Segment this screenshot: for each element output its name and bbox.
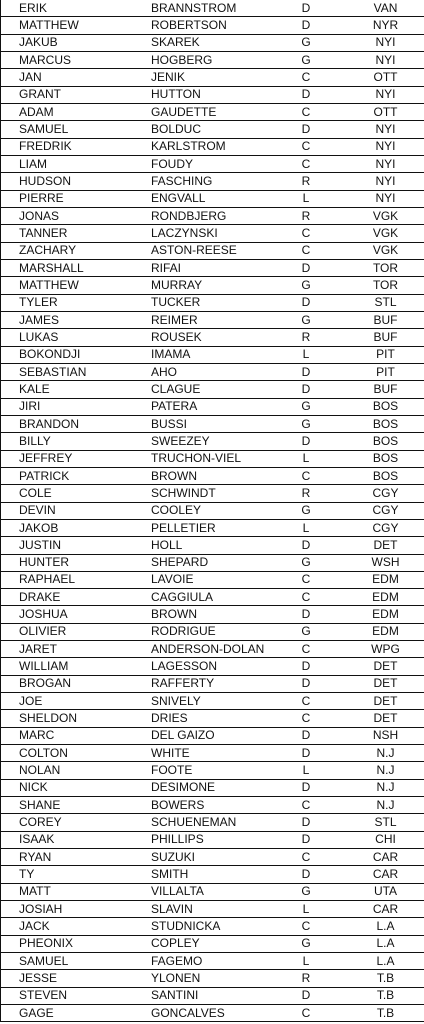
first-name-cell: HUDSON <box>1 173 137 190</box>
table-row <box>1 519 424 536</box>
team-cell: NSH <box>346 727 424 744</box>
table-row <box>1 363 424 380</box>
last-name-cell: ROUSEK <box>136 329 266 346</box>
table-row <box>1 398 424 415</box>
team-cell: BOS <box>346 450 424 467</box>
first-name-cell: MATT <box>1 883 137 900</box>
roster-body <box>1 0 424 1022</box>
team-cell: TOR <box>346 277 424 294</box>
position-cell: C <box>266 849 346 866</box>
table-row <box>1 86 424 103</box>
table-row <box>1 259 424 276</box>
first-name-cell: FREDRIK <box>1 138 137 155</box>
first-name-cell: RYAN <box>1 849 137 866</box>
first-name-cell: ERIK <box>1 0 137 17</box>
last-name-cell: FOOTE <box>136 762 266 779</box>
team-cell: EDM <box>346 623 424 640</box>
last-name-cell: TRUCHON-VIEL <box>136 450 266 467</box>
position-cell: D <box>266 86 346 103</box>
position-cell: D <box>301 0 311 15</box>
position-cell: R <box>266 173 346 190</box>
team-cell: DET <box>346 675 424 692</box>
last-name-cell: LACZYNSKI <box>136 225 266 242</box>
first-name-cell: SAMUEL <box>1 121 137 138</box>
team-cell: NYR <box>346 17 424 34</box>
last-name-cell: PATERA <box>136 398 266 415</box>
last-name-cell: BRANNSTROM <box>151 0 237 15</box>
table-row <box>1 277 424 294</box>
team-cell: DET <box>346 693 424 710</box>
team-cell: BUF <box>346 311 424 328</box>
team-cell: NYI <box>346 138 424 155</box>
table-row <box>1 693 424 710</box>
team-cell: L.A <box>346 918 424 935</box>
position-cell: D <box>266 294 346 311</box>
table-row <box>1 294 424 311</box>
position-cell: D <box>266 745 346 762</box>
first-name-cell: PIERRE <box>1 190 137 207</box>
team-cell: NYI <box>346 173 424 190</box>
table-row <box>1 727 424 744</box>
last-name-cell: ASTON-REESE <box>136 242 266 259</box>
last-name-cell: REIMER <box>136 311 266 328</box>
last-name-cell: SKAREK <box>136 34 266 51</box>
first-name-cell: JACK <box>1 918 137 935</box>
team-cell: L.A <box>346 935 424 952</box>
last-name-cell: KARLSTROM <box>136 138 266 155</box>
team-cell: CAR <box>346 849 424 866</box>
last-name-cell: TUCKER <box>136 294 266 311</box>
first-name-cell: BROGAN <box>1 675 137 692</box>
team-cell: T.B <box>346 1005 424 1022</box>
team-cell: T.B <box>346 987 424 1004</box>
first-name-cell: BILLY <box>1 433 137 450</box>
position-cell: G <box>266 883 346 900</box>
table-row <box>1 225 424 242</box>
position-cell: D <box>266 727 346 744</box>
team-cell: BOS <box>346 415 424 432</box>
position-cell: G <box>266 277 346 294</box>
first-name-cell: MARC <box>1 727 137 744</box>
team-cell: CGY <box>346 519 424 536</box>
position-cell: D <box>266 987 346 1004</box>
team-cell: DET <box>346 537 424 554</box>
table-row <box>1 797 424 814</box>
team-cell: CGY <box>346 485 424 502</box>
team-cell: NYI <box>346 86 424 103</box>
first-name-cell: TANNER <box>1 225 137 242</box>
position-cell: R <box>266 485 346 502</box>
first-name-cell: WILLIAM <box>1 658 137 675</box>
table-row <box>1 641 424 658</box>
last-name-cell: BROWN <box>136 467 266 484</box>
first-name-cell: JAMES <box>1 311 137 328</box>
team-cell: NYI <box>346 190 424 207</box>
first-name-cell: ZACHARY <box>1 242 137 259</box>
first-name-cell: NOLAN <box>1 762 137 779</box>
first-name-cell: MATTHEW <box>1 17 137 34</box>
first-name-cell: MARSHALL <box>1 259 137 276</box>
last-name-cell: SWEEZEY <box>136 433 266 450</box>
first-name-cell: OLIVIER <box>1 623 137 640</box>
position-cell: L <box>266 901 346 918</box>
last-name-cell: ROBERTSON <box>136 17 266 34</box>
first-name-cell: RAPHAEL <box>1 571 137 588</box>
table-row <box>1 502 424 519</box>
position-cell: L <box>266 450 346 467</box>
table-row <box>1 381 424 398</box>
team-cell: N.J <box>346 762 424 779</box>
team-cell: DET <box>346 658 424 675</box>
first-name-cell: KALE <box>1 381 137 398</box>
team-cell: L.A <box>346 953 424 970</box>
table-row <box>1 745 424 762</box>
last-name-cell: HUTTON <box>136 86 266 103</box>
position-cell: C <box>266 103 346 120</box>
table-row <box>1 1005 424 1022</box>
last-name-cell: BUSSI <box>136 415 266 432</box>
position-cell: L <box>266 953 346 970</box>
team-cell: DET <box>346 710 424 727</box>
first-name-cell: BOKONDJI <box>1 346 137 363</box>
first-name-cell: JAN <box>1 69 137 86</box>
team-cell: WSH <box>346 554 424 571</box>
team-cell: PIT <box>346 346 424 363</box>
last-name-cell: LAVOIE <box>136 571 266 588</box>
first-name-cell: JONAS <box>1 207 137 224</box>
position-cell: C <box>266 710 346 727</box>
position-cell: C <box>266 571 346 588</box>
team-cell: CHI <box>346 831 424 848</box>
position-cell: L <box>266 190 346 207</box>
last-name-cell: JENIK <box>136 69 266 86</box>
team-cell: OTT <box>346 69 424 86</box>
table-row <box>1 415 424 432</box>
position-cell: G <box>266 554 346 571</box>
team-cell: PIT <box>346 363 424 380</box>
position-cell: D <box>266 658 346 675</box>
table-row <box>1 554 424 571</box>
first-name-cell: JAKOB <box>1 519 137 536</box>
team-cell: NYI <box>346 155 424 172</box>
table-row <box>1 571 424 588</box>
position-cell: C <box>266 641 346 658</box>
table-row <box>1 138 424 155</box>
position-cell: D <box>266 866 346 883</box>
table-row <box>1 242 424 259</box>
first-name-cell: GRANT <box>1 86 137 103</box>
first-name-cell: GAGE <box>1 1005 137 1022</box>
table-row <box>1 606 424 623</box>
table-row <box>1 311 424 328</box>
team-cell: NYI <box>346 121 424 138</box>
first-name-cell: SEBASTIAN <box>1 363 137 380</box>
last-name-cell: GAUDETTE <box>136 103 266 120</box>
position-cell: D <box>266 675 346 692</box>
position-cell: D <box>266 17 346 34</box>
team-cell: CAR <box>346 901 424 918</box>
first-name-cell: JOSHUA <box>1 606 137 623</box>
last-name-cell: RODRIGUE <box>136 623 266 640</box>
team-cell: NYI <box>346 51 424 68</box>
team-cell: BUF <box>346 381 424 398</box>
team-cell: N.J <box>346 779 424 796</box>
first-name-cell: JOE <box>1 693 137 710</box>
table-row <box>1 537 424 554</box>
team-cell: BOS <box>346 398 424 415</box>
table-row <box>1 814 424 831</box>
last-name-cell: SUZUKI <box>136 849 266 866</box>
team-cell: WPG <box>346 641 424 658</box>
first-name-cell: JIRI <box>1 398 137 415</box>
first-name-cell: MATTHEW <box>1 277 137 294</box>
team-cell: EDM <box>346 606 424 623</box>
first-name-cell: JUSTIN <box>1 537 137 554</box>
position-cell: C <box>266 138 346 155</box>
position-cell: D <box>266 259 346 276</box>
team-cell: STL <box>346 814 424 831</box>
last-name-cell: CAGGIULA <box>136 589 266 606</box>
first-name-cell: TYLER <box>1 294 137 311</box>
position-cell: C <box>266 225 346 242</box>
team-cell: EDM <box>346 571 424 588</box>
last-name-cell: WHITE <box>136 745 266 762</box>
last-name-cell: MURRAY <box>136 277 266 294</box>
first-name-cell: SAMUEL <box>1 953 137 970</box>
position-cell: G <box>266 311 346 328</box>
position-cell: D <box>266 363 346 380</box>
table-row <box>1 935 424 952</box>
position-cell: D <box>266 831 346 848</box>
table-row <box>1 207 424 224</box>
last-name-cell: RIFAI <box>136 259 266 276</box>
last-name-cell: SHEPARD <box>136 554 266 571</box>
team-cell: BOS <box>346 433 424 450</box>
table-row <box>1 883 424 900</box>
first-name-cell: DEVIN <box>1 502 137 519</box>
first-name-cell: COLTON <box>1 745 137 762</box>
position-cell: C <box>266 467 346 484</box>
position-cell: C <box>266 242 346 259</box>
team-cell: VGK <box>346 242 424 259</box>
last-name-cell: GONCALVES <box>136 1005 266 1022</box>
team-cell: STL <box>346 294 424 311</box>
team-cell: T.B <box>346 970 424 987</box>
position-cell: G <box>266 398 346 415</box>
position-cell: D <box>266 606 346 623</box>
first-name-cell: DRAKE <box>1 589 137 606</box>
last-name-cell: COPLEY <box>136 935 266 952</box>
last-name-cell: DEL GAIZO <box>136 727 266 744</box>
table-row <box>1 433 424 450</box>
last-name-cell: DRIES <box>136 710 266 727</box>
first-name-cell: JARET <box>1 641 137 658</box>
last-name-cell: FOUDY <box>136 155 266 172</box>
last-name-cell: FASCHING <box>136 173 266 190</box>
table-row <box>1 485 424 502</box>
first-name-cell: MARCUS <box>1 51 137 68</box>
position-cell: C <box>266 693 346 710</box>
last-name-cell: BOWERS <box>136 797 266 814</box>
position-cell: R <box>266 970 346 987</box>
table-row <box>1 69 424 86</box>
table-row <box>1 346 424 363</box>
team-cell: EDM <box>346 589 424 606</box>
last-name-cell: ANDERSON-DOLAN <box>136 641 266 658</box>
first-name-cell: JEFFREY <box>1 450 137 467</box>
table-row <box>1 103 424 120</box>
table-row <box>1 467 424 484</box>
last-name-cell: SCHUENEMAN <box>136 814 266 831</box>
position-cell: R <box>266 207 346 224</box>
team-cell: N.J <box>346 745 424 762</box>
position-cell: L <box>266 762 346 779</box>
table-row <box>1 51 424 68</box>
team-cell: TOR <box>346 259 424 276</box>
last-name-cell: COOLEY <box>136 502 266 519</box>
table-row <box>1 970 424 987</box>
last-name-cell: BOLDUC <box>136 121 266 138</box>
position-cell: D <box>266 381 346 398</box>
table-row <box>1 155 424 172</box>
table-row <box>1 450 424 467</box>
team-cell: VGK <box>346 225 424 242</box>
position-cell: C <box>266 797 346 814</box>
last-name-cell: ENGVALL <box>136 190 266 207</box>
position-cell: C <box>266 1005 346 1022</box>
team-cell: CAR <box>346 866 424 883</box>
position-cell: G <box>266 502 346 519</box>
table-row <box>1 190 424 207</box>
table-row <box>1 831 424 848</box>
team-cell: BUF <box>346 329 424 346</box>
position-cell: G <box>266 51 346 68</box>
table-row <box>1 589 424 606</box>
table-row <box>1 987 424 1004</box>
last-name-cell: STUDNICKA <box>136 918 266 935</box>
first-name-cell: COREY <box>1 814 137 831</box>
position-cell: C <box>266 69 346 86</box>
first-name-cell: LUKAS <box>1 329 137 346</box>
table-row <box>1 329 424 346</box>
team-cell: NYI <box>346 34 424 51</box>
last-name-cell: SCHWINDT <box>136 485 266 502</box>
position-cell: G <box>266 415 346 432</box>
first-name-cell: LIAM <box>1 155 137 172</box>
table-row <box>1 901 424 918</box>
team-cell: N.J <box>346 797 424 814</box>
table-row <box>1 918 424 935</box>
last-name-cell: FAGEMO <box>136 953 266 970</box>
first-name-cell: JESSE <box>1 970 137 987</box>
last-name-cell: AHO <box>136 363 266 380</box>
table-row <box>1 866 424 883</box>
position-cell: D <box>266 537 346 554</box>
first-name-cell: ADAM <box>1 103 137 120</box>
table-row <box>1 623 424 640</box>
position-cell: D <box>266 121 346 138</box>
table-row <box>1 762 424 779</box>
first-name-cell: BRANDON <box>1 415 137 432</box>
team-cell: CGY <box>346 502 424 519</box>
position-cell: L <box>266 346 346 363</box>
last-name-cell: RONDBJERG <box>136 207 266 224</box>
table-row <box>1 173 424 190</box>
position-cell: R <box>266 329 346 346</box>
table-row <box>1 710 424 727</box>
last-name-cell: PHILLIPS <box>136 831 266 848</box>
position-cell: C <box>266 918 346 935</box>
last-name-cell: LAGESSON <box>136 658 266 675</box>
first-name-cell: SHANE <box>1 797 137 814</box>
last-name-cell: YLONEN <box>136 970 266 987</box>
table-row <box>1 121 424 138</box>
last-name-cell: HOLL <box>136 537 266 554</box>
last-name-cell: RAFFERTY <box>136 675 266 692</box>
last-name-cell: SMITH <box>136 866 266 883</box>
first-name-cell: JAKUB <box>1 34 137 51</box>
first-name-cell: HUNTER <box>1 554 137 571</box>
position-cell: D <box>266 814 346 831</box>
position-cell: G <box>266 34 346 51</box>
first-name-cell: STEVEN <box>1 987 137 1004</box>
first-name-cell: TY <box>1 866 137 883</box>
last-name-cell: CLAGUE <box>136 381 266 398</box>
position-cell: G <box>266 623 346 640</box>
last-name-cell: SLAVIN <box>136 901 266 918</box>
team-cell: OTT <box>346 103 424 120</box>
position-cell: C <box>266 589 346 606</box>
first-name-cell: NICK <box>1 779 137 796</box>
first-name-cell: SHELDON <box>1 710 137 727</box>
position-cell: L <box>266 519 346 536</box>
first-name-cell: ISAAK <box>1 831 137 848</box>
team-cell: VAN <box>373 0 398 15</box>
first-name-cell: JOSIAH <box>1 901 137 918</box>
last-name-cell: SANTINI <box>136 987 266 1004</box>
team-cell: VGK <box>346 207 424 224</box>
first-name-cell: COLE <box>1 485 137 502</box>
position-cell: C <box>266 155 346 172</box>
last-name-cell: IMAMA <box>136 346 266 363</box>
last-name-cell: BROWN <box>136 606 266 623</box>
table-row <box>1 779 424 796</box>
team-cell: UTA <box>346 883 424 900</box>
table-row <box>1 675 424 692</box>
position-cell: G <box>266 935 346 952</box>
last-name-cell: SNIVELY <box>136 693 266 710</box>
table-row <box>1 953 424 970</box>
first-name-cell: PHEONIX <box>1 935 137 952</box>
last-name-cell: HOGBERG <box>136 51 266 68</box>
position-cell: D <box>266 779 346 796</box>
last-name-cell: PELLETIER <box>136 519 266 536</box>
last-name-cell: DESIMONE <box>136 779 266 796</box>
last-name-cell: VILLALTA <box>136 883 266 900</box>
table-row <box>1 849 424 866</box>
table-row <box>1 17 424 34</box>
table-row <box>1 658 424 675</box>
table-row <box>1 0 424 17</box>
position-cell: D <box>266 433 346 450</box>
team-cell: BOS <box>346 467 424 484</box>
table-row <box>1 34 424 51</box>
first-name-cell: PATRICK <box>1 467 137 484</box>
